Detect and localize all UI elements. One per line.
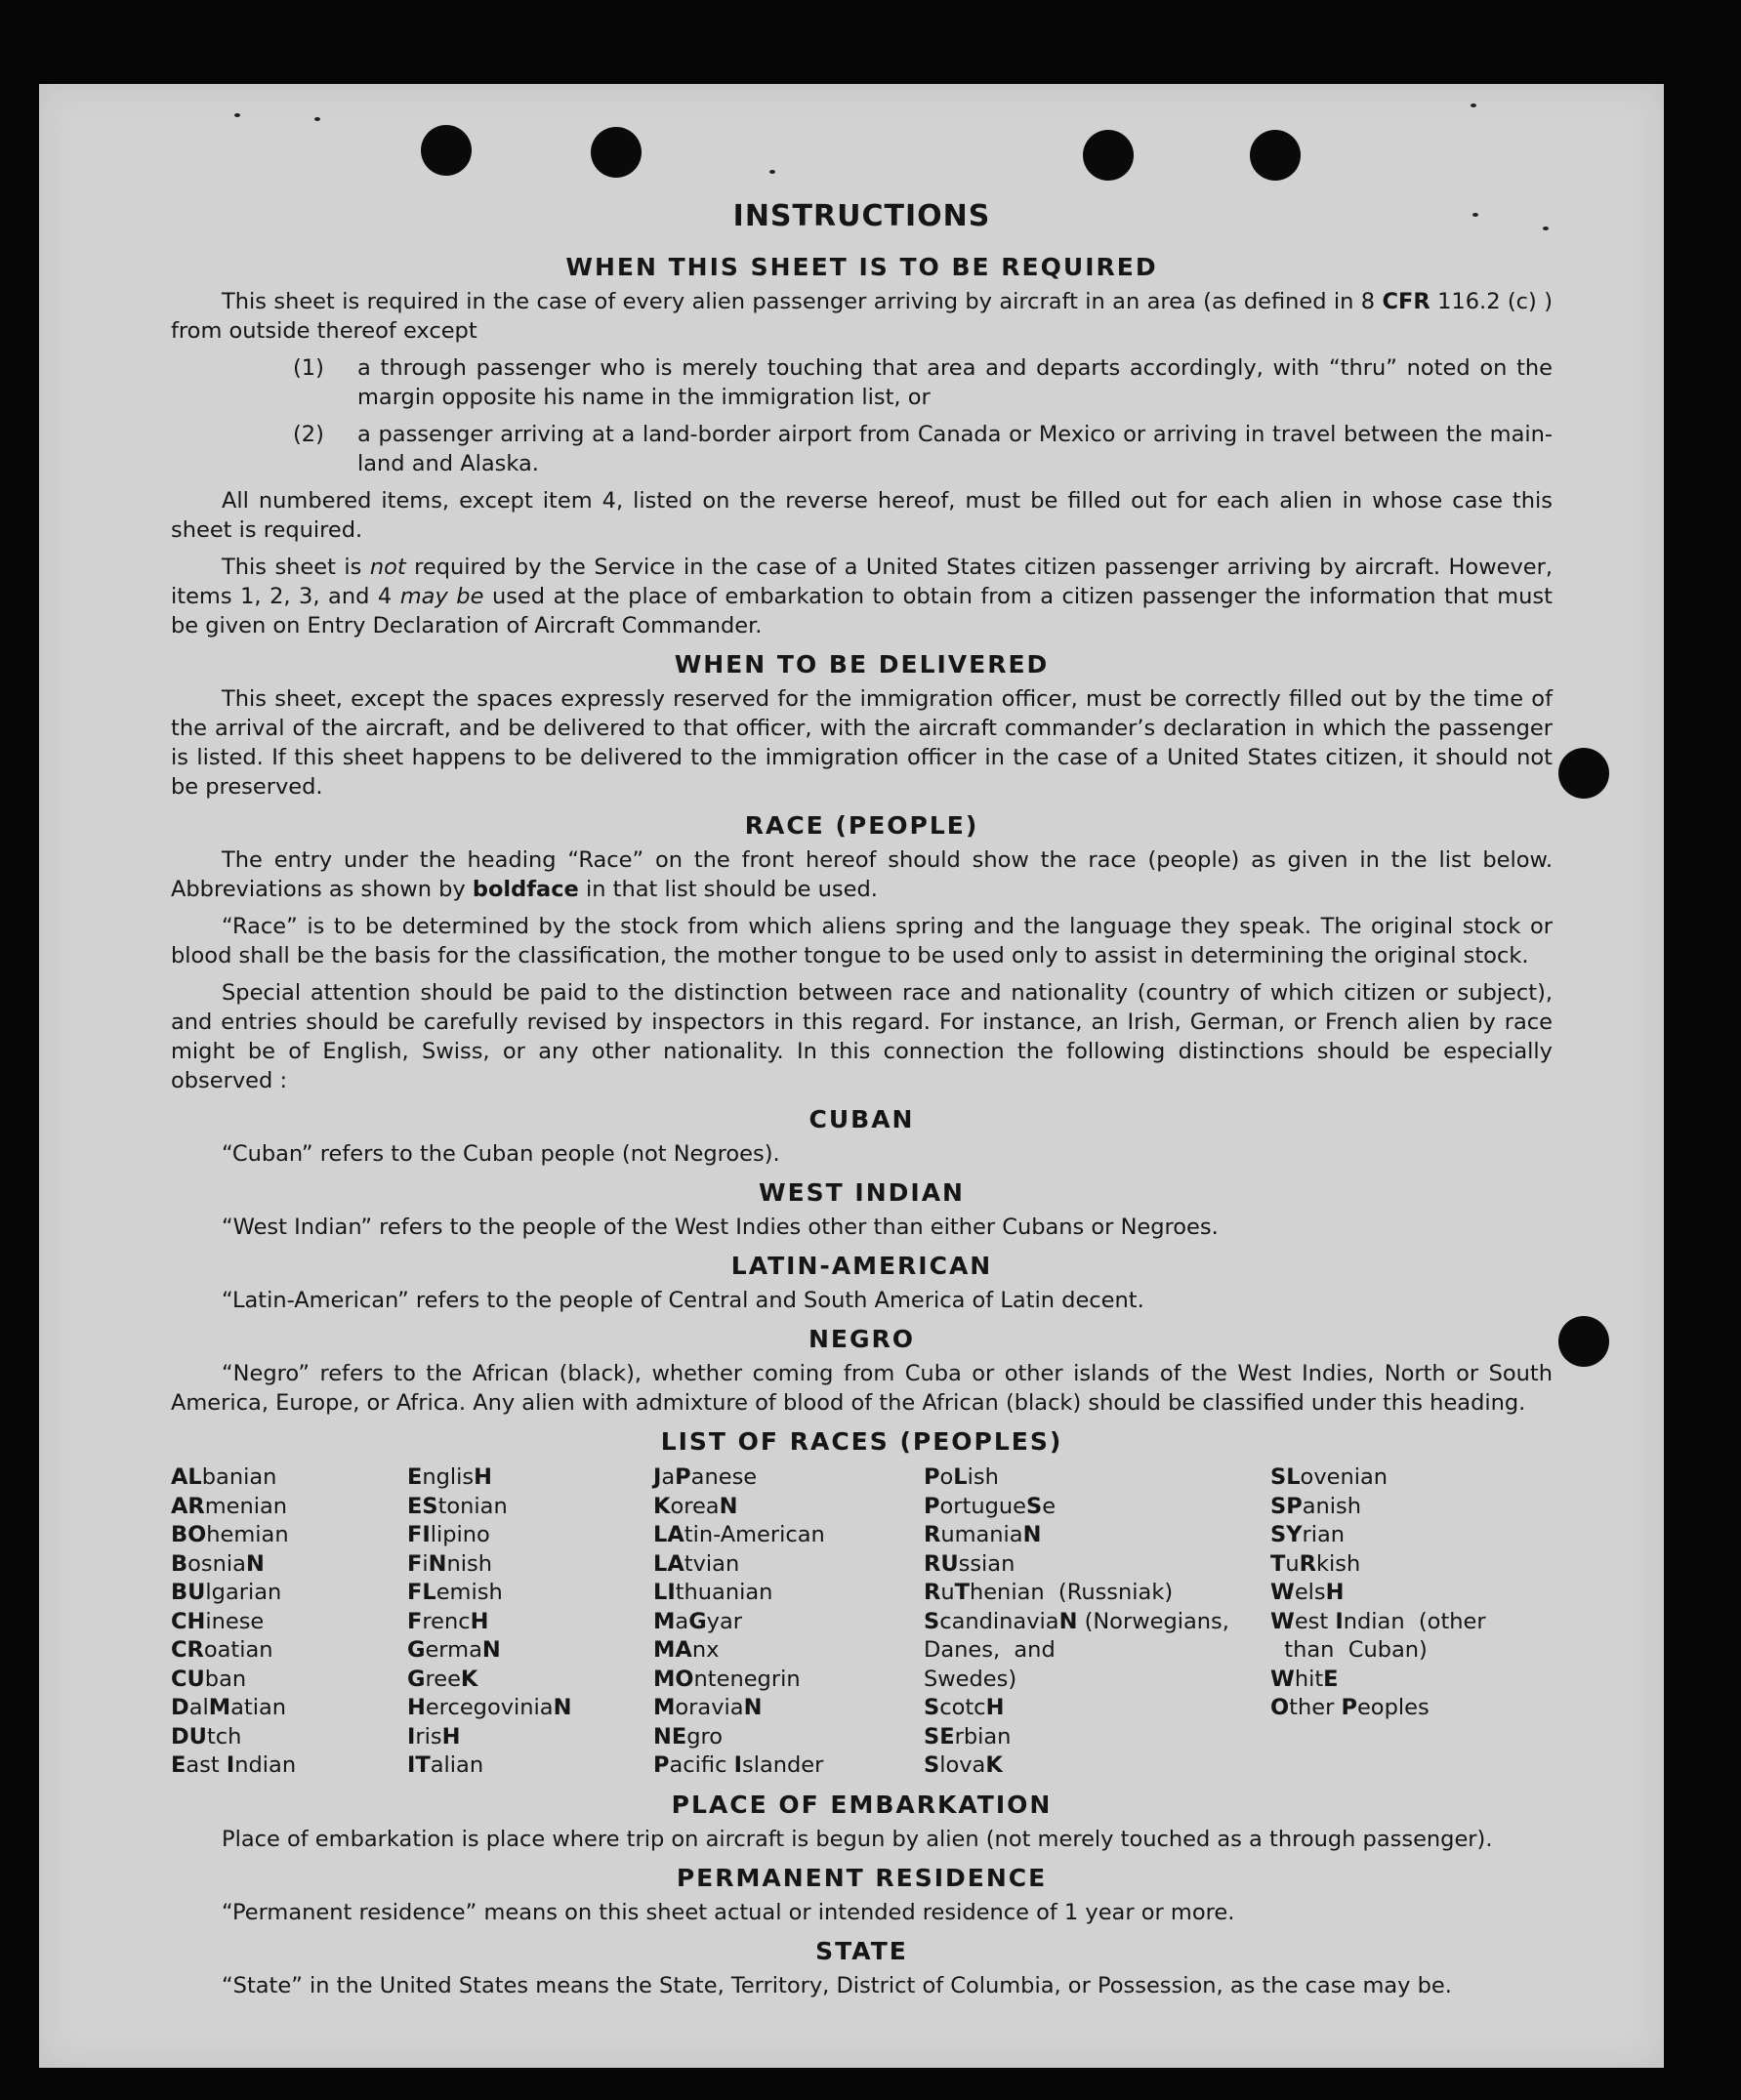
punch-hole [421,125,472,176]
paragraph-latin-american: “Latin-American” refers to the people of Central and South America of Latin decent. [222,1288,1144,1313]
race-entry: LAtvian [653,1550,740,1577]
paragraph-embarkation: Place of embarkation is place where trip on aircraft is begun by alien (not merely touched as a through passenger). [222,1826,1493,1852]
speck [314,117,320,121]
paragraph-permanent-residence: “Permanent residence” means on this sheet actual or intended residence of 1 year or more. [222,1899,1235,1925]
paragraph-west-indian: “West Indian” refers to the people of the West Indies other than either Cubans or Negroes. [222,1215,1219,1240]
race-entry: FiNnish [407,1550,492,1577]
race-entry: SLovenian [1270,1464,1389,1490]
race-entry: BosniaN [171,1550,265,1577]
race-entry: MAnx [653,1637,720,1663]
heading-cuban: CUBAN [808,1105,915,1133]
race-entry: ARmenian [171,1493,288,1519]
race-entry: WhitE [1270,1666,1339,1692]
punch-hole [1558,748,1609,799]
heading-when-required: WHEN THIS SHEET IS TO BE REQUIRED [565,253,1158,281]
race-entry: NEgro [653,1723,724,1750]
race-entry: GreeK [407,1666,478,1692]
paragraph-citizen: This sheet is not required by the Service in the case of a United States citizen passenger arriving by aircraft. However, items 1, 2, 3, and 4 may be used at the place of embarkation to obtain from a citizen passenger the information that must be given on Entry Declaration of Aircraft Commander. [171,555,1554,638]
document-page [39,84,1664,2068]
race-entry: CRoatian [171,1637,273,1663]
instructions-content [171,199,1553,2008]
speck [234,113,240,117]
races-column-4 [924,1463,1270,1781]
race-entry: MOntenegrin [653,1666,801,1692]
race-entry: SErbian [924,1723,1012,1750]
race-entry: CUban [171,1666,247,1692]
punch-hole [1083,130,1134,181]
race-entry: MaGyar [653,1608,743,1634]
exception-item-2 [293,420,1553,478]
document-title: INSTRUCTIONS [732,199,991,233]
races-column-3 [653,1463,924,1781]
race-entry: MoraviaN [653,1695,763,1720]
race-entry: PortugueSe [924,1493,1057,1519]
heading-latin-american: LATIN-AMERICAN [730,1252,993,1280]
item-number: (2) [293,422,324,447]
paragraph-required: This sheet is required in the case of every alien passenger arriving by aircraft in an area (as defined in 8 CFR 116.2 (c) ) from outside thereof except [171,289,1553,344]
race-entry: DUtch [171,1723,242,1750]
race-entry: Other Peoples [1270,1695,1430,1720]
punch-hole [1558,1316,1609,1367]
race-entry: West Indian (other [1270,1608,1486,1634]
race-entry: EnglisH [407,1464,492,1490]
race-entry: FrencH [407,1608,489,1634]
race-entry: RuThenian (Russniak) [924,1580,1174,1605]
race-entry: ALbanian [171,1464,277,1490]
exception-item-1 [293,353,1553,412]
paragraph-cuban: “Cuban” refers to the Cuban people (not Negroes). [222,1141,780,1167]
paragraph-race-nationality: Special attention should be paid to the distinction between race and nationality (country of which citizen or subject), and entries should be carefully revised by inspectors in this regard. For instance, an Irish, German, or French alien by race might be of English, Swiss, or any other nationality. In this connection the following distinctions should be especially observed : [171,980,1553,1093]
race-entry: WelsH [1270,1580,1345,1605]
punch-hole [591,127,642,178]
race-entry: JaPanese [653,1464,758,1490]
race-entry: KoreaN [653,1493,738,1519]
heading-negro: NEGRO [808,1325,916,1353]
paragraph-race-entry: The entry under the heading “Race” on the front hereof should show the race (people) as given in the list below. Abbreviations as shown by boldface in that list should be used. [171,847,1553,902]
race-entry: FIlipino [407,1522,490,1547]
race-entry: RUssian [924,1550,1016,1577]
heading-west-indian: WEST INDIAN [759,1178,965,1207]
paragraph-state: “State” in the United States means the State, Territory, District of Columbia, or Possession, as the case may be. [222,1972,1452,1998]
punch-hole [1250,130,1301,181]
race-entry: East Indian [171,1752,297,1778]
race-entry: FLemish [407,1580,503,1605]
race-entry: BOhemian [171,1522,289,1547]
race-entry: BUlgarian [171,1580,282,1605]
item-text: a through passenger who is merely touching that area and departs accordingly, with “thru” noted on the margin opposite his name in the immigration list, or [357,355,1553,410]
race-entry: EStonian [407,1493,508,1519]
race-entry: than Cuban) [1270,1637,1428,1663]
race-entry: RumaniaN [924,1522,1042,1547]
race-entry: HercegoviniaN [407,1695,572,1720]
race-entry: Swedes) [924,1666,1017,1692]
races-list [171,1463,1553,1781]
race-entry: SlovaK [924,1752,1003,1778]
item-text: a passenger arriving at a land-border airport from Canada or Mexico or arriving in travel between the main-land and Alaska. [357,422,1553,476]
race-entry: DalMatian [171,1695,287,1720]
race-entry: LAtin-American [653,1522,825,1547]
heading-race: RACE (PEOPLE) [744,811,979,840]
heading-state: STATE [815,1936,908,1965]
heading-permanent-residence: PERMANENT RESIDENCE [676,1863,1048,1892]
race-entry: Pacific Islander [653,1752,824,1778]
race-entry: SPanish [1270,1493,1361,1519]
item-number: (1) [293,355,324,381]
race-entry: ScandinaviaN (Norwegians, [924,1608,1229,1634]
paragraph-negro: “Negro” refers to the African (black), whether coming from Cuba or other islands of the West Indies, North or South America, Europe, or Africa. Any alien with admixture of blood of the African (black) should be classified under this heading. [171,1361,1553,1416]
paragraph-delivered: This sheet, except the spaces expressly reserved for the immigration officer, must be correctly filled out by the time of the arrival of the aircraft, and be delivered to that officer, with the aircraft commander’s declaration in which the passenger is listed. If this sheet happens to be delivered to the immigration officer in the case of a United States citizen, it should not be preserved. [171,686,1553,800]
races-column-5 [1270,1463,1524,1781]
speck [1471,103,1476,107]
race-entry: ScotcH [924,1695,1005,1720]
race-entry: CHinese [171,1608,265,1634]
heading-embarkation: PLACE OF EMBARKATION [671,1790,1053,1819]
race-entry: TuRkish [1270,1550,1361,1577]
race-entry: GermaN [407,1637,501,1663]
races-column-1 [171,1463,407,1781]
heading-when-delivered: WHEN TO BE DELIVERED [674,650,1050,679]
race-entry: SYrian [1270,1522,1346,1547]
heading-list-of-races: LIST OF RACES (PEOPLES) [660,1427,1063,1456]
race-entry: IrisH [407,1723,461,1750]
paragraph-numbered-items: All numbered items, except item 4, listed on the reverse hereof, must be filled out for each alien in whose case this sheet is required. [171,488,1553,543]
race-entry: Danes, and [924,1637,1056,1663]
paragraph-race-stock: “Race” is to be determined by the stock from which aliens spring and the language they speak. The original stock or blood shall be the basis for the classification, the mother tongue to be used only to assist in determining the original stock. [171,914,1553,968]
races-column-2 [407,1463,653,1781]
race-entry: PoLish [924,1464,999,1490]
race-entry: LIthuanian [653,1580,773,1605]
race-entry: ITalian [407,1752,484,1778]
speck [769,170,775,174]
